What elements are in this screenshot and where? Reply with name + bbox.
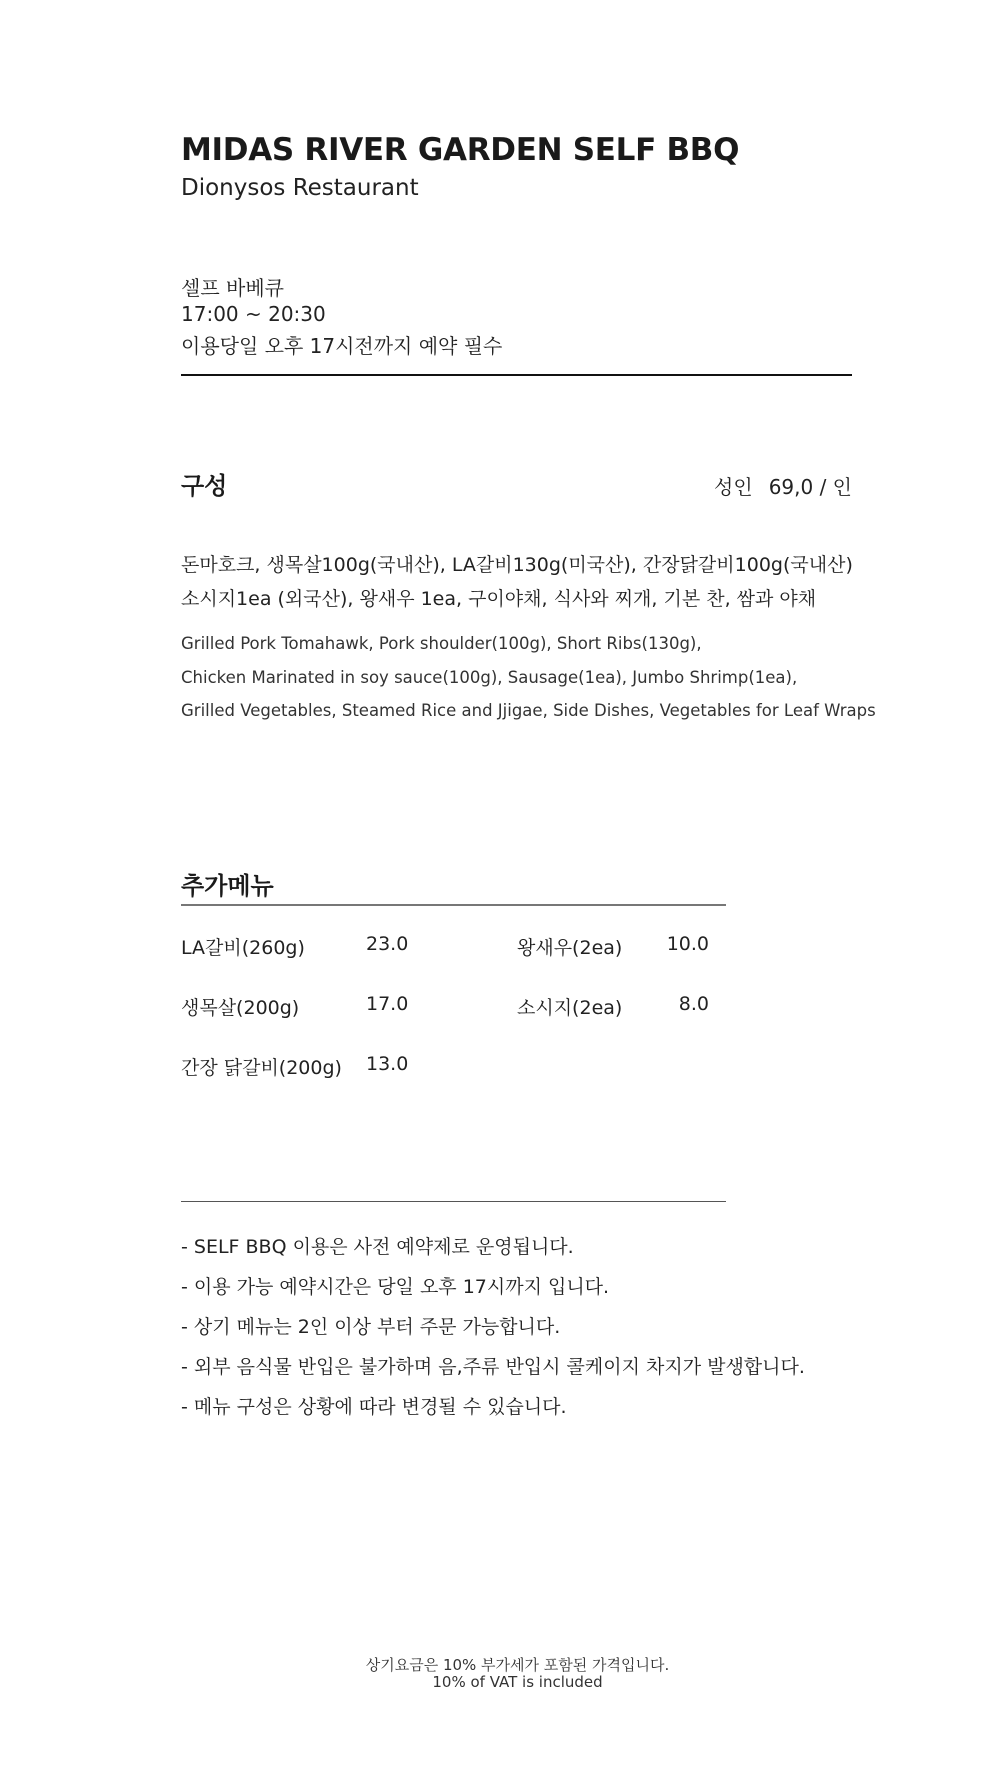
adult-price-value: 69,0 / 인 xyxy=(768,475,852,499)
addon-item-price: 10.0 xyxy=(666,933,709,955)
addon-item-name: 간장 닭갈비(200g) xyxy=(181,1057,342,1079)
adult-price-label: 성인 xyxy=(714,475,753,499)
addon-item-price: 13.0 xyxy=(366,1053,409,1075)
opening-hours: 17:00 ~ 20:30 xyxy=(181,302,326,326)
vat-note-korean: 상기요금은 10% 부가세가 포함된 가격입니다. xyxy=(365,1656,670,1674)
composition-english-line: Grilled Pork Tomahawk, Pork shoulder(100g), Short Ribs(130g), xyxy=(181,634,702,653)
policy-note: - 메뉴 구성은 상황에 따라 변경될 수 있습니다. xyxy=(181,1396,567,1418)
menu-name: 셀프 바베큐 xyxy=(181,276,284,300)
page-title: MIDAS RIVER GARDEN SELF BBQ xyxy=(181,132,740,168)
notes-divider xyxy=(181,1201,726,1202)
adult-price xyxy=(714,471,852,500)
composition-korean-line: 돈마호크, 생목살100g(국내산), LA갈비130g(미국산), 간장닭갈비100g(국내산) xyxy=(181,554,853,576)
policy-note: - 상기 메뉴는 2인 이상 부터 주문 가능합니다. xyxy=(181,1316,561,1338)
section-divider xyxy=(181,374,852,376)
addon-item-name: 생목살(200g) xyxy=(181,997,300,1019)
composition-english-line: Grilled Vegetables, Steamed Rice and Jjigae, Side Dishes, Vegetables for Leaf Wraps xyxy=(181,701,876,720)
addon-item-price: 17.0 xyxy=(366,993,409,1015)
policy-note: - SELF BBQ 이용은 사전 예약제로 운영됩니다. xyxy=(181,1236,574,1258)
reservation-note: 이용당일 오후 17시전까지 예약 필수 xyxy=(181,334,503,358)
composition-heading: 구성 xyxy=(181,472,228,500)
restaurant-name: Dionysos Restaurant xyxy=(181,175,419,201)
policy-note: - 외부 음식물 반입은 불가하며 음,주류 반입시 콜케이지 차지가 발생합니다. xyxy=(181,1356,805,1378)
policy-note: - 이용 가능 예약시간은 당일 오후 17시까지 입니다. xyxy=(181,1276,610,1298)
addon-item-price: 8.0 xyxy=(678,993,709,1015)
composition-english-line: Chicken Marinated in soy sauce(100g), Sausage(1ea), Jumbo Shrimp(1ea), xyxy=(181,668,798,687)
addon-item-name: 소시지(2ea) xyxy=(517,997,623,1019)
addon-heading: 추가메뉴 xyxy=(181,872,274,900)
vat-note-english: 10% of VAT is included xyxy=(432,1673,603,1691)
addon-divider xyxy=(181,904,726,906)
composition-korean-line: 소시지1ea (외국산), 왕새우 1ea, 구이야채, 식사와 찌개, 기본 찬, 쌈과 야채 xyxy=(181,588,817,610)
addon-item-price: 23.0 xyxy=(366,933,409,955)
addon-item-name: LA갈비(260g) xyxy=(181,937,305,959)
addon-item-name: 왕새우(2ea) xyxy=(517,937,623,959)
